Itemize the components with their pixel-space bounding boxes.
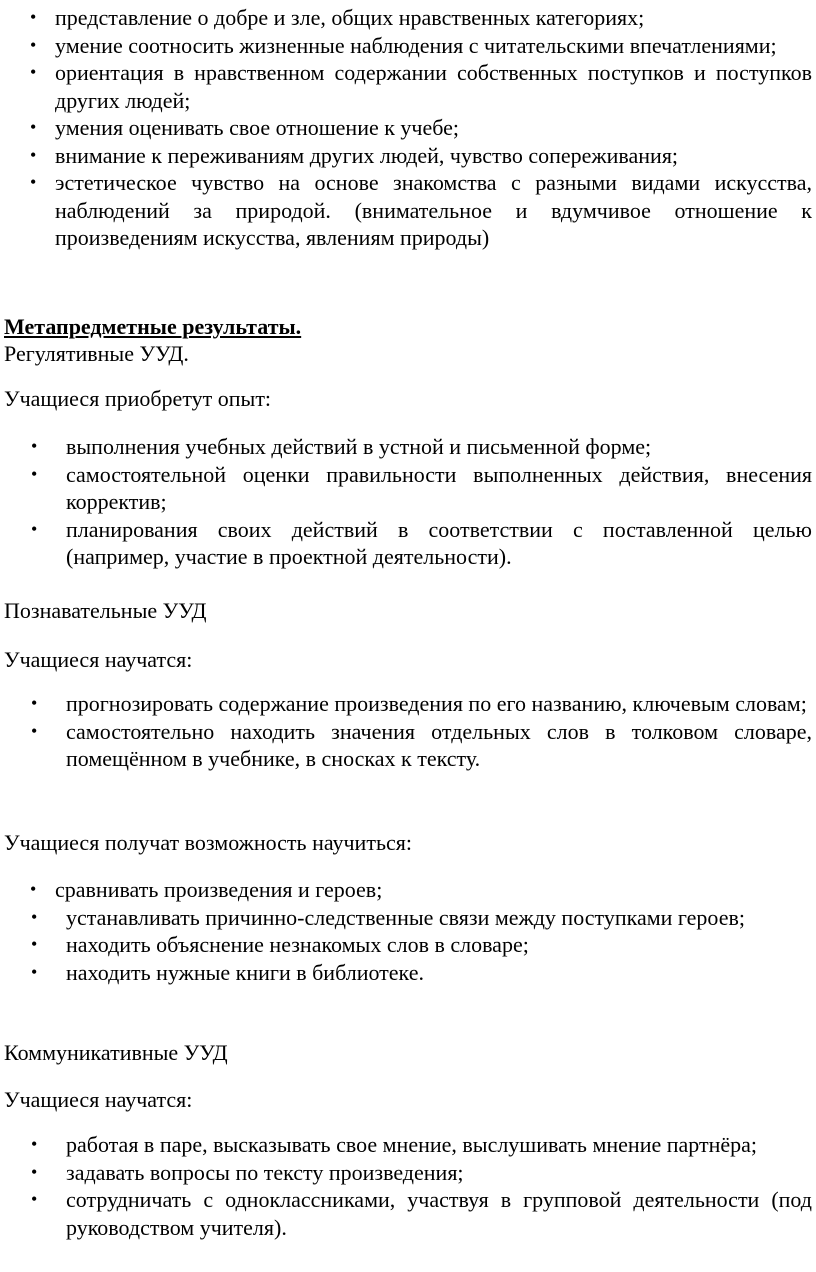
cognitive-intro: Учащиеся научатся: <box>4 647 193 672</box>
list-item: • находить объяснение незнакомых слов в словаре; <box>31 932 529 957</box>
regulative-title: Регулятивные УУД. <box>4 341 189 366</box>
list-item: • умения оценивать свое отношение к учебе; <box>30 115 460 140</box>
bullet-icon: • <box>31 518 38 539</box>
communicative-intro: Учащиеся научатся: <box>4 1087 193 1112</box>
bullet-icon: • <box>31 436 38 456</box>
communicative-title: Коммуникативные УУД <box>4 1040 228 1065</box>
list-item: • умение соотносить жизненные наблюдения с читательскими впечатлениями; <box>30 32 777 58</box>
list-item: • работая в паре, высказывать свое мнение, выслушивать мнение партнёра; <box>31 1132 758 1157</box>
personal-results-section <box>0 4 816 252</box>
list-item: • представление о добре и зле, общих нравственных категориях; <box>30 5 645 30</box>
regulative-list <box>0 433 816 571</box>
bullet-icon: • <box>31 720 38 741</box>
bullet-icon: • <box>30 879 37 899</box>
bullet-icon: • <box>30 117 37 137</box>
list-item: • прогнозировать содержание произведения по его названию, ключевым словам; <box>31 691 807 716</box>
list-item: • самостоятельно находить значения отдельных слов в толковом словаре, помещённом в учебнике, в сносках к тексту. <box>31 718 812 771</box>
list-item: • задавать вопросы по тексту произведения; <box>31 1159 464 1185</box>
list-item: • эстетическое чувство на основе знакомства с разными видами искусства, наблюдений за природой. (внимательное и вдумчивое отношение к произведениям искусства, явлениям природы) <box>30 170 812 250</box>
list-item: • самостоятельной оценки правильности выполненных действия, внесения корректив; <box>31 461 812 514</box>
list-item: • находить нужные книги в библиотеке. <box>31 959 424 985</box>
bullet-icon: • <box>31 1189 38 1209</box>
personal-results-list <box>0 4 816 252</box>
list-item: • устанавливать причинно-следственные связи между поступками героев; <box>31 904 745 930</box>
bullet-icon: • <box>31 906 38 927</box>
bullet-icon: • <box>31 961 38 982</box>
cognitive-opportunity-section <box>0 876 816 986</box>
cognitive-opportunity-list <box>0 876 816 986</box>
list-item: • планирования своих действий в соответствии с поставленной целью (например, участие в проектной деятельности). <box>31 516 812 569</box>
bullet-icon: • <box>31 934 38 954</box>
bullet-icon: • <box>30 144 37 165</box>
list-item: • сравнивать произведения и героев; <box>30 877 383 902</box>
regulative-section <box>0 433 816 571</box>
bullet-icon: • <box>30 62 37 82</box>
bullet-icon: • <box>30 7 37 27</box>
cognitive-list <box>0 690 816 773</box>
communicative-section <box>0 1131 816 1241</box>
communicative-list <box>0 1131 816 1241</box>
cognitive-opportunity-intro: Учащиеся получат возможность научиться: <box>4 830 412 855</box>
meta-results-heading: Метапредметные результаты. <box>4 314 302 339</box>
regulative-intro: Учащиеся приобретут опыт: <box>4 386 272 411</box>
bullet-icon: • <box>30 172 37 192</box>
cognitive-title: Познавательные УУД <box>4 598 207 623</box>
list-item: • сотрудничать с одноклассниками, участвуя в групповой деятельности (под руководством учителя). <box>31 1187 812 1240</box>
list-item: • внимание к переживаниям других людей, чувство сопереживания; <box>30 142 679 168</box>
list-item: • ориентация в нравственном содержании собственных поступков и поступков других людей; <box>30 60 812 113</box>
bullet-icon: • <box>31 1161 38 1182</box>
list-item: • выполнения учебных действий в устной и письменной форме; <box>31 434 652 459</box>
bullet-icon: • <box>30 34 37 55</box>
cognitive-section <box>0 690 816 773</box>
bullet-icon: • <box>31 1134 38 1154</box>
bullet-icon: • <box>31 693 38 713</box>
bullet-icon: • <box>31 463 38 484</box>
